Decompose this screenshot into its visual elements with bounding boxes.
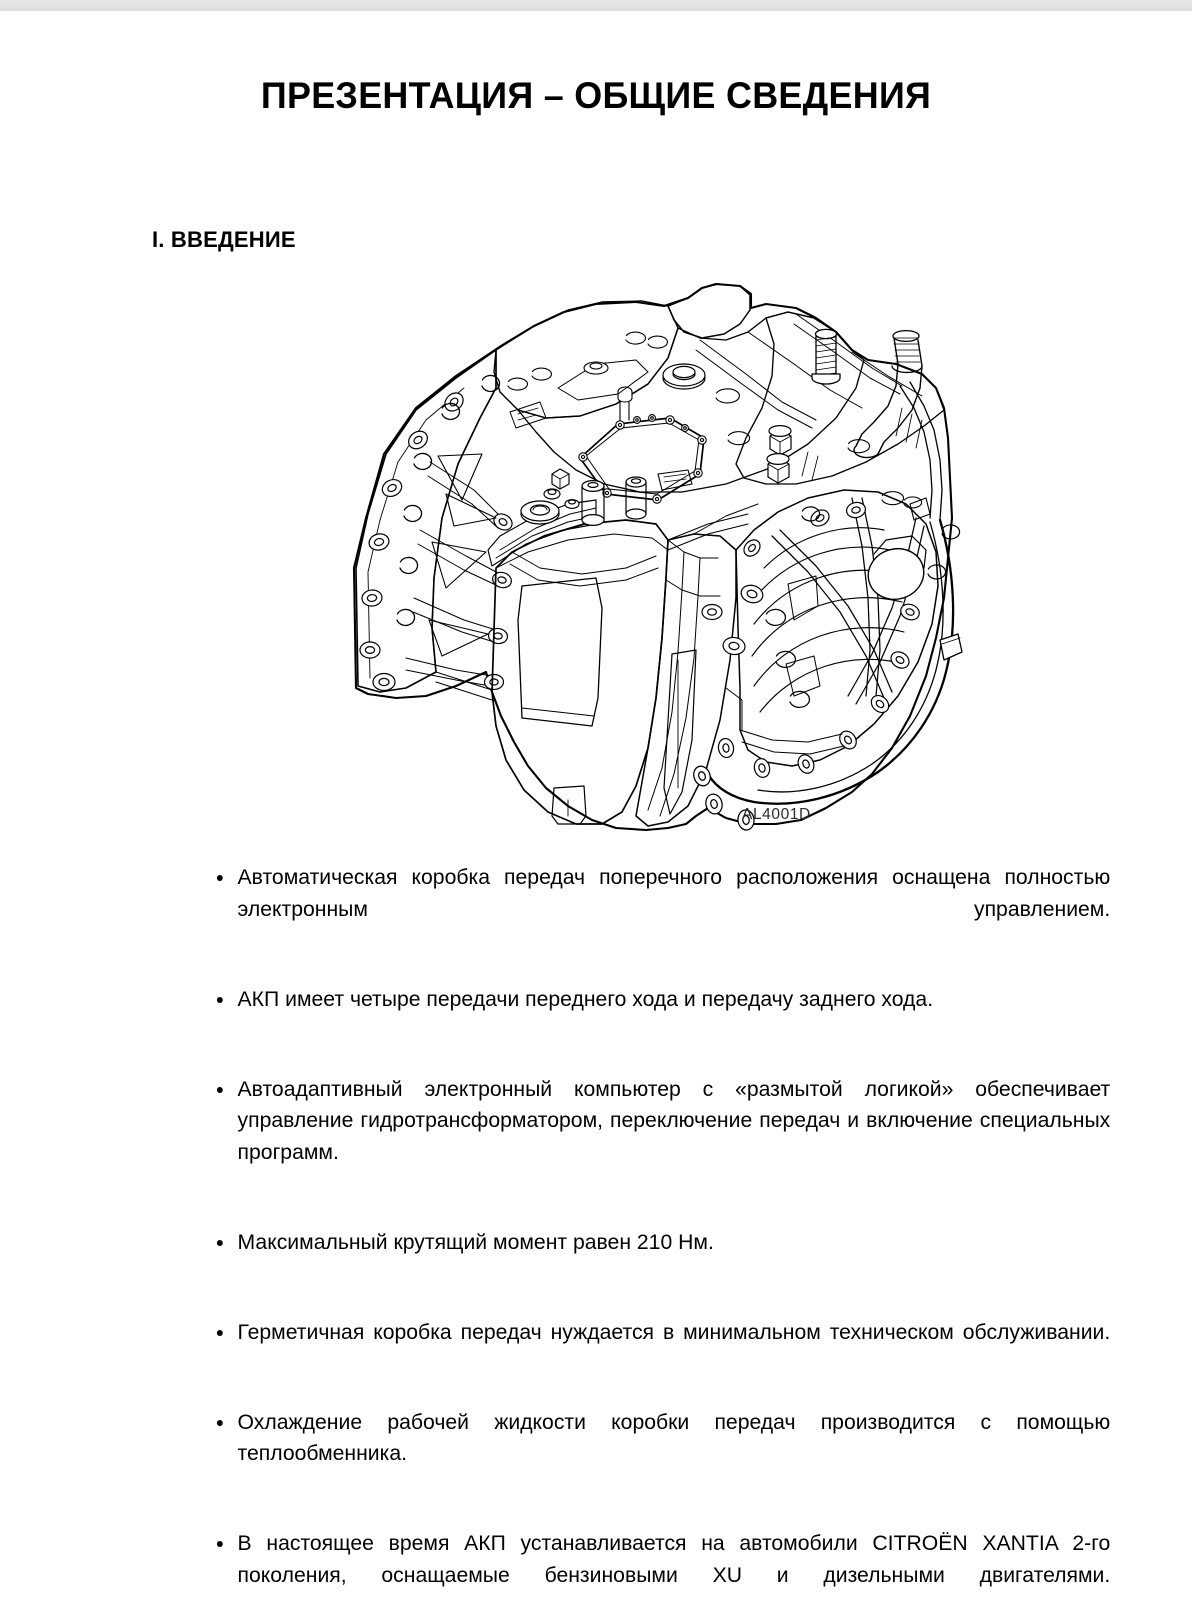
list-item-text: В настоящее время АКП устанавливается на автомобили CITROËN XANTIA 2-го поколения, оснащаемые бензиновыми XU и дизельными двигателями.	[237, 1531, 1111, 1587]
list-item	[208, 1074, 1110, 1200]
list-item	[208, 1227, 1110, 1290]
list-item	[208, 1317, 1110, 1380]
transmission-line-art-svg	[296, 268, 986, 840]
list-item	[208, 1407, 1110, 1502]
list-item-text: Герметичная коробка передач нуждается в минимальном техническом обслуживании.	[237, 1319, 1111, 1344]
list-item-text: Автоматическая коробка передач поперечного расположения оснащена полностью электронным управлением.	[237, 865, 1111, 921]
list-item-text: Охлаждение рабочей жидкости коробки передач производится с помощью теплообменника.	[237, 1409, 1111, 1465]
figure-caption: AL4001D	[742, 806, 811, 823]
introduction-bullet-list	[208, 862, 1124, 1623]
list-item-text: Максимальный крутящий момент равен 210 Нм.	[237, 1229, 714, 1254]
transmission-illustration	[296, 268, 986, 840]
page-title: ПРЕЗЕНТАЦИЯ – ОБЩИЕ СВЕДЕНИЯ	[260, 75, 932, 116]
list-item	[208, 1528, 1110, 1623]
list-item	[208, 862, 1110, 957]
list-item	[208, 984, 1110, 1047]
list-item-text: Автоадаптивный электронный компьютер с «размытой логикой» обеспечивает управление гидротрансформатором, переключение передач и включение специальных программ.	[237, 1076, 1111, 1164]
viewer-top-edge	[0, 0, 1192, 11]
section-heading-introduction: I. ВВЕДЕНИЕ	[152, 227, 296, 252]
list-item-text: АКП имеет четыре передачи переднего хода и передачу заднего хода.	[237, 986, 934, 1011]
